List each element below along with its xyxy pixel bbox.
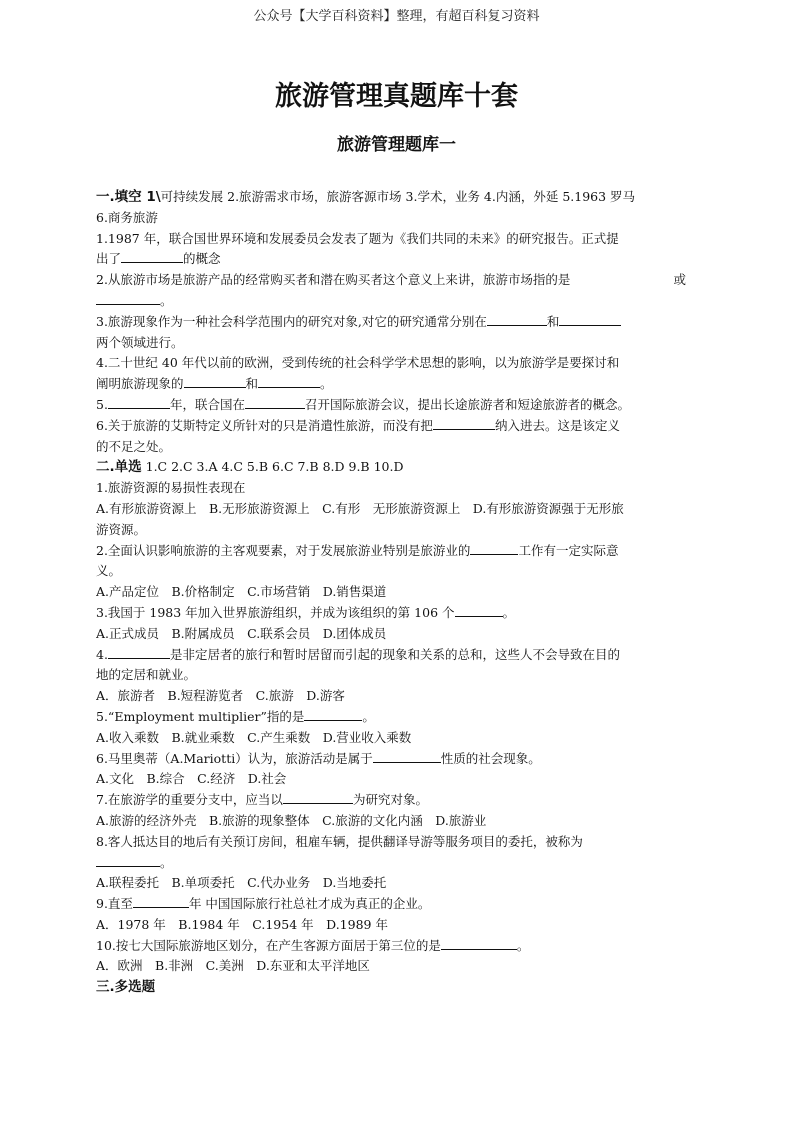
fill-q1-text-end: 的概念 (183, 251, 221, 267)
fill-q3-line2: 两个领域进行。 (96, 334, 184, 350)
fill-q4-end: 。 (320, 376, 333, 392)
fill-q6-text: 6.关于旅游的艾斯特定义所针对的只是消遣性旅游，而没有把 (96, 417, 433, 433)
mc-q3 (96, 603, 686, 624)
section-2-answers: 1.C 2.C 3.A 4.C 5.B 6.C 7.B 8.D 9.B 10.D (141, 459, 404, 475)
fill-q2-text: 2.从旅游市场是旅游产品的经常购买者和潜在购买者这个意义上来讲，旅游市场指的是 (96, 272, 571, 288)
fill-q2-line1 (96, 270, 686, 291)
fill-q5-line (96, 395, 686, 416)
mc-q4-line2: 地的定居和就业。 (96, 667, 197, 683)
answer-blank (108, 645, 170, 659)
mc-q4-num: 4. (96, 646, 108, 662)
mc-q5-options: A.收入乘数 B.就业乘数 C.产生乘数 D.营业收入乘数 (96, 729, 412, 745)
mc-q1-options: A.有形旅游资源上 B.无形旅游资源上 C.有形 无形旅游资源上 D.有形旅游资源强于无形旅 (96, 500, 624, 516)
section-2-heading: 二.单选 (96, 459, 142, 476)
answer-blank (441, 936, 517, 950)
fill-q5-num: 5. (96, 396, 108, 412)
mc-q3-options: A.正式成员 B.附属成员 C.联系会员 D.团体成员 (96, 625, 387, 641)
fill-q6-line2: 的不足之处。 (96, 438, 172, 454)
answer-blank (258, 374, 320, 388)
fill-q4-and: 和 (245, 376, 259, 392)
mc-q7-options: A.旅游的经济外壳 B.旅游的现象整体 C.旅游的文化内涵 D.旅游业 (96, 812, 487, 828)
mc-q7-text-end: 为研究对象。 (352, 792, 428, 808)
answer-blank (559, 312, 621, 326)
fill-q2-line2 (96, 291, 686, 312)
fill-q3-text: 3.旅游现象作为一种社会科学范围内的研究对象,对它的研究通常分别在 (96, 313, 487, 329)
mc-q5-end: 。 (362, 708, 375, 724)
document-title: 旅游管理真题库十套 (275, 81, 518, 112)
fill-q3-line1 (96, 312, 686, 333)
answer-blank (373, 749, 441, 763)
mc-q1-options-cont: 游资源。 (96, 521, 147, 537)
mc-q3-end: 。 (502, 604, 516, 620)
mc-q7-text: 7.在旅游学的重要分支中，应当以 (96, 792, 283, 808)
section-3-heading: 三.多选题 (96, 979, 156, 996)
section-3-header-line (96, 977, 686, 998)
mc-q4-text: 是非定居者的旅行和暂时居留而引起的现象和关系的总和，这些人不会导致在目的 (169, 646, 620, 662)
answer-blank (283, 790, 353, 804)
page-header: 公众号【大学百科资料】整理，有超百科复习资料 (253, 9, 540, 24)
section-1-heading: 一.填空 1\ (96, 189, 161, 205)
answer-blank (455, 603, 503, 617)
mc-q8-line2 (96, 853, 686, 874)
mc-q10-end: 。 (516, 937, 530, 953)
fill-q1-line1: 1.1987 年，联合国世界环境和发展委员会发表了题为《我们共同的未来》的研究报告。正式提 (96, 230, 619, 246)
mc-q10 (96, 936, 686, 957)
answer-blank (96, 853, 160, 867)
mc-q9-text: 9.直至 (96, 896, 133, 912)
mc-q6 (96, 749, 686, 770)
mc-q10-options: A．欧洲 B.非洲 C.美洲 D.东亚和太平洋地区 (96, 958, 370, 974)
fill-q5-text-end: 召开国际旅游会议，提出长途旅游者和短途旅游者的概念。 (304, 396, 630, 412)
fill-q1-line2 (96, 249, 686, 270)
mc-q9-options: A．1978 年 B.1984 年 C.1954 年 D.1989 年 (96, 916, 388, 932)
section-1-header-line (96, 187, 686, 208)
mc-q2-text: 2.全面认识影响旅游的主客观要素，对于发展旅游业特别是旅游业的 (96, 542, 471, 558)
fill-q2-or: 或 (673, 272, 686, 288)
mc-q8-options: A.联程委托 B.单项委托 C.代办业务 D.当地委托 (96, 875, 387, 891)
mc-q8-end: 。 (160, 854, 173, 870)
answer-blank (304, 707, 362, 721)
mc-q5 (96, 707, 686, 728)
answer-blank (470, 541, 518, 555)
mc-q6-options: A.文化 B.综合 C.经济 D.社会 (96, 771, 287, 787)
answer-blank (184, 374, 246, 388)
mc-q1: 1.旅游资源的易损性表现在 (96, 480, 246, 496)
mc-q4-line1 (96, 645, 686, 666)
mc-q5-text: 5.“Employment multiplier”指的是 (96, 708, 305, 724)
mc-q2-options: A.产品定位 B.价格制定 C.市场营销 D.销售渠道 (96, 584, 387, 600)
section-2-header-line (96, 457, 686, 478)
mc-q6-text-end: 性质的社会现象。 (440, 750, 541, 766)
answer-blank (108, 395, 170, 409)
fill-q4-line2 (96, 374, 686, 395)
answer-blank (487, 312, 547, 326)
mc-q6-text: 6.马里奥蒂（A.Mariotti）认为，旅游活动是属于 (96, 750, 373, 766)
mc-q9 (96, 894, 686, 915)
fill-q3-and: 和 (546, 313, 560, 329)
fill-q5-text: 年，联合国在 (169, 396, 245, 412)
fill-q6-text-end: 纳入进去。这是该定义 (494, 417, 620, 433)
mc-q10-text: 10.按七大国际旅游地区划分，在产生客源方面居于第三位的是 (96, 937, 441, 953)
mc-q2-line2: 义。 (96, 563, 122, 579)
fill-q6-line1 (96, 416, 686, 437)
answer-blank (121, 249, 183, 263)
fill-q2-end: 。 (160, 292, 173, 308)
document-subtitle: 旅游管理题库一 (337, 135, 456, 155)
fill-q4-line1: 4.二十世纪 40 年代以前的欧洲，受到传统的社会科学学术思想的影响，以为旅游学是要探讨和 (96, 355, 620, 371)
fill-q1-text: 出了 (96, 251, 122, 267)
mc-q3-text: 3.我国于 1983 年加入世界旅游组织，并成为该组织的第 106 个 (96, 604, 455, 620)
section-1-answers-cont: 6.商务旅游 (96, 209, 158, 225)
answer-blank (133, 894, 189, 908)
document-body (96, 187, 686, 998)
mc-q2-line1 (96, 541, 686, 562)
mc-q8-line1: 8.客人抵达目的地后有关预订房间，租雇车辆，提供翻译导游等服务项目的委托，被称为 (96, 833, 583, 849)
section-1-answers: 可持续发展 2.旅游需求市场，旅游客源市场 3.学术，业务 4.内涵，外延 5.1963 罗马 (160, 189, 636, 204)
mc-q4-options: A．旅游者 B.短程游览者 C.旅游 D.游客 (96, 688, 345, 704)
mc-q9-text-end: 年 中国国际旅行社总社才成为真正的企业。 (188, 896, 431, 912)
answer-blank (96, 291, 160, 305)
mc-q7 (96, 790, 686, 811)
answer-blank (433, 416, 495, 430)
mc-q2-text-end: 工作有一定实际意 (518, 542, 619, 558)
fill-q4-text: 阐明旅游现象的 (96, 376, 184, 392)
answer-blank (245, 395, 305, 409)
